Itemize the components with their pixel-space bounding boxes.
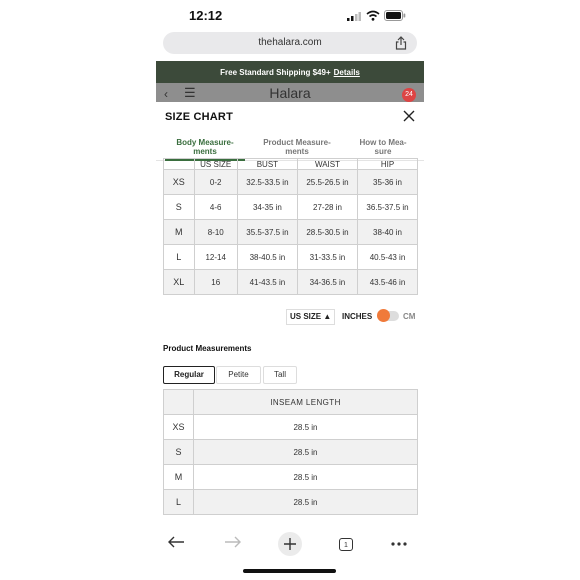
table-cell: 34-36.5 in	[297, 270, 357, 295]
unit-toggle-knob[interactable]	[377, 309, 390, 322]
table-header: INSEAM LENGTH	[194, 390, 418, 415]
table-header: WAIST	[297, 159, 357, 170]
table-cell: 4-6	[194, 195, 237, 220]
plus-icon	[284, 538, 296, 550]
table-cell: M	[164, 465, 194, 490]
table-cell: 35-36 in	[358, 170, 418, 195]
table-cell: 0-2	[194, 170, 237, 195]
table-row	[164, 440, 418, 465]
table-cell: 28.5 in	[194, 490, 418, 515]
table-cell: L	[164, 490, 194, 515]
table-cell: 34-35 in	[237, 195, 297, 220]
table-header: BUST	[237, 159, 297, 170]
product-measurements-title: Product Measurements	[163, 344, 252, 353]
new-tab-button[interactable]	[278, 532, 302, 556]
table-cell: S	[164, 440, 194, 465]
status-time: 12:12	[189, 8, 223, 23]
promo-details-link[interactable]: Details	[333, 67, 360, 77]
brand-logo: Halara	[269, 85, 311, 101]
table-cell: 8-10	[194, 220, 237, 245]
table-header-row	[164, 390, 418, 415]
table-header-row	[164, 159, 418, 170]
more-icon[interactable]	[391, 542, 407, 546]
table-cell: L	[164, 245, 195, 270]
back-arrow-icon[interactable]	[167, 536, 185, 548]
table-row	[164, 195, 418, 220]
table-cell: 31-33.5 in	[297, 245, 357, 270]
table-cell: 32.5-33.5 in	[237, 170, 297, 195]
table-cell: 28.5-30.5 in	[297, 220, 357, 245]
wifi-icon	[366, 10, 380, 21]
table-cell: S	[164, 195, 195, 220]
inseam-table	[163, 389, 418, 515]
address-bar[interactable]	[163, 32, 417, 54]
table-cell: XS	[164, 170, 195, 195]
table-cell: 40.5-43 in	[358, 245, 418, 270]
hamburger-icon: ☰	[184, 85, 196, 100]
table-cell: 12-14	[194, 245, 237, 270]
table-row	[164, 270, 418, 295]
size-table	[163, 158, 418, 295]
table-cell: 28.5 in	[194, 465, 418, 490]
table-cell: XS	[164, 415, 194, 440]
forward-arrow-icon[interactable]	[224, 536, 242, 548]
table-row	[164, 490, 418, 515]
fit-petite-button[interactable]: Petite	[216, 366, 261, 384]
modal-title: SIZE CHART	[165, 111, 233, 123]
table-cell: 25.5-26.5 in	[297, 170, 357, 195]
table-header	[164, 159, 195, 170]
table-cell: 28.5 in	[194, 415, 418, 440]
close-icon[interactable]	[402, 109, 416, 123]
table-cell: 43.5-46 in	[358, 270, 418, 295]
table-row	[164, 220, 418, 245]
tab-product-measurements[interactable]: Product Measure- ments	[263, 138, 331, 156]
battery-icon	[384, 10, 406, 21]
promo-text: Free Standard Shipping $49+	[220, 67, 331, 77]
table-cell: XL	[164, 270, 195, 295]
tabs-icon[interactable]: 1	[339, 538, 353, 551]
unit-cm-label: CM	[403, 312, 416, 321]
tab-body-measurements[interactable]: Body Measure- ments	[176, 138, 234, 156]
table-header: HIP	[358, 159, 418, 170]
table-header: US SIZE	[194, 159, 237, 170]
table-cell: 41-43.5 in	[237, 270, 297, 295]
table-row	[164, 245, 418, 270]
site-nav	[156, 83, 424, 103]
tab-how-to-measure[interactable]: How to Mea- sure	[359, 138, 407, 156]
table-cell: 36.5-37.5 in	[358, 195, 418, 220]
us-size-selector[interactable]: US SIZE ▲	[286, 309, 335, 325]
table-cell: 27-28 in	[297, 195, 357, 220]
table-row	[164, 465, 418, 490]
table-cell: 38-40 in	[358, 220, 418, 245]
table-cell: M	[164, 220, 195, 245]
cart-count-badge: 24	[402, 88, 416, 102]
table-cell: 38-40.5 in	[237, 245, 297, 270]
fit-regular-button[interactable]: Regular	[163, 366, 215, 384]
table-cell: 16	[194, 270, 237, 295]
promo-banner	[156, 61, 424, 83]
nav-back-icon: ‹	[164, 87, 168, 101]
url-text: thehalara.com	[258, 37, 322, 48]
table-cell: 35.5-37.5 in	[237, 220, 297, 245]
table-row	[164, 170, 418, 195]
table-header	[164, 390, 194, 415]
share-icon[interactable]	[395, 36, 407, 50]
fit-tall-button[interactable]: Tall	[263, 366, 297, 384]
unit-inches-label: INCHES	[342, 312, 373, 321]
table-row	[164, 415, 418, 440]
signal-icon	[347, 12, 361, 21]
table-cell: 28.5 in	[194, 440, 418, 465]
home-indicator	[243, 569, 336, 573]
